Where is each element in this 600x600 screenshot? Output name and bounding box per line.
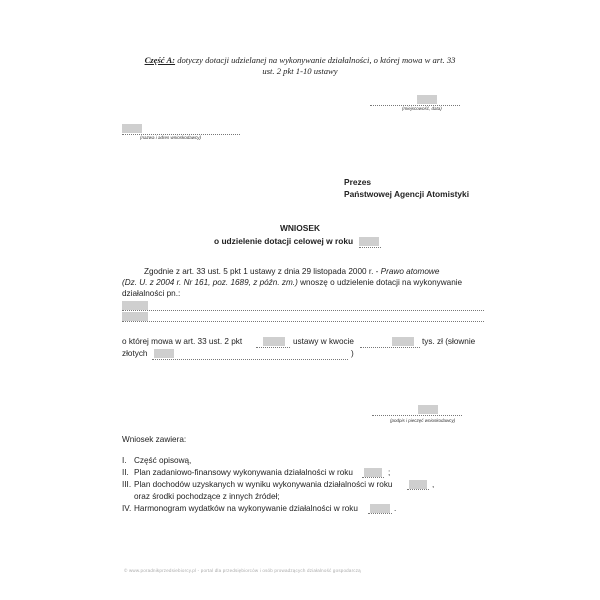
plan-year-field[interactable]: [362, 467, 384, 477]
part-text-line1: dotyczy dotacji udzielanej na wykonywanie działalności, o której mowa w art. 33: [175, 55, 456, 65]
place-date-caption: (miejscowość, data): [402, 106, 442, 111]
amount-field[interactable]: [360, 337, 420, 347]
part-label: Część A:: [144, 55, 176, 65]
list-item: [122, 503, 492, 515]
addressee-line2: Państwowej Agencji Atomistyki: [344, 189, 470, 199]
applicant-field[interactable]: [122, 124, 240, 134]
amount-mid: ustawy w kwocie: [293, 337, 354, 346]
amount-words-field[interactable]: [152, 349, 348, 359]
activity-name-field[interactable]: [122, 301, 484, 323]
form-subtitle-text: o udzielenie dotacji celowej w roku: [214, 236, 354, 246]
amount-words-label: złotych: [122, 349, 148, 358]
point-number-field[interactable]: [256, 337, 290, 347]
list-item-text: Plan dochodów uzyskanych w wyniku wykonywania działalności w roku: [134, 480, 393, 489]
part-header: [0, 55, 600, 77]
form-title: WNIOSEK: [279, 223, 320, 233]
amount-words-line: [122, 349, 362, 360]
form-subtitle: [214, 236, 381, 247]
list-item: [122, 455, 492, 467]
subsidy-year-field[interactable]: [359, 237, 381, 247]
legal-basis-paragraph: [122, 266, 484, 299]
paragraph-line2: [122, 277, 484, 288]
contents-heading: Wniosek zawiera:: [122, 435, 187, 444]
list-item-after: ;: [388, 468, 391, 477]
paragraph-line1-italic: Prawo atomowe: [380, 267, 440, 276]
applicant-line: [122, 126, 240, 135]
footer-watermark: © www.poradnikprzedsiebiorcy.pl - portal dla przedsiębiorców i osób prowadzących działalność gospodarczą: [124, 568, 361, 573]
signature-caption: (podpis i pieczęć wnioskodawcy): [390, 418, 456, 423]
list-item-after: .: [394, 504, 397, 513]
applicant-caption: (nazwa i adres wnioskodawcy): [140, 135, 202, 140]
signature-field[interactable]: [372, 405, 462, 415]
list-item: [122, 467, 492, 479]
amount-line: [122, 337, 488, 348]
list-item-text: Plan zadaniowo-finansowy wykonywania działalności w roku: [134, 468, 353, 477]
list-item: [122, 479, 492, 491]
paragraph-line2-italic: (Dz. U. z 2004 r. Nr 161, poz. 1689, z późn. zm.): [122, 278, 298, 287]
list-item-after: ,: [432, 480, 435, 489]
list-item-number: I.: [122, 456, 127, 465]
addressee-line1: Prezes: [344, 177, 372, 187]
list-item-number: II.: [122, 468, 129, 477]
amount-suffix: tys. zł (słownie: [422, 337, 476, 346]
place-date-field[interactable]: [370, 95, 460, 105]
list-item-number: III.: [122, 480, 132, 489]
part-text-line2: ust. 2 pkt 1-10 ustawy: [262, 66, 338, 76]
list-item-number: IV.: [122, 504, 132, 513]
list-item-text: Część opisową,: [134, 456, 192, 465]
amount-close: ): [351, 349, 354, 358]
list-item-text: oraz środki pochodzące z innych źródeł;: [134, 492, 280, 501]
amount-prefix: o której mowa w art. 33 ust. 2 pkt: [122, 337, 243, 346]
addressee: [344, 176, 469, 200]
paragraph-line2-plain: wnoszę o udzielenie dotacji na wykonywanie: [297, 278, 463, 287]
schedule-year-field[interactable]: [368, 503, 392, 513]
paragraph-line1: [122, 266, 484, 277]
list-item: [122, 491, 492, 503]
contents-list: [122, 455, 492, 515]
list-item-text: Harmonogram wydatków na wykonywanie działalności w roku: [134, 504, 358, 513]
paragraph-line1-plain: Zgodnie z art. 33 ust. 5 pkt 1 ustawy z dnia 29 listopada 2000 r. -: [144, 267, 381, 276]
part-header-line1: [0, 55, 600, 66]
income-year-field[interactable]: [407, 479, 429, 489]
paragraph-line3: działalności pn.:: [122, 289, 181, 298]
place-date-line: [370, 97, 460, 106]
